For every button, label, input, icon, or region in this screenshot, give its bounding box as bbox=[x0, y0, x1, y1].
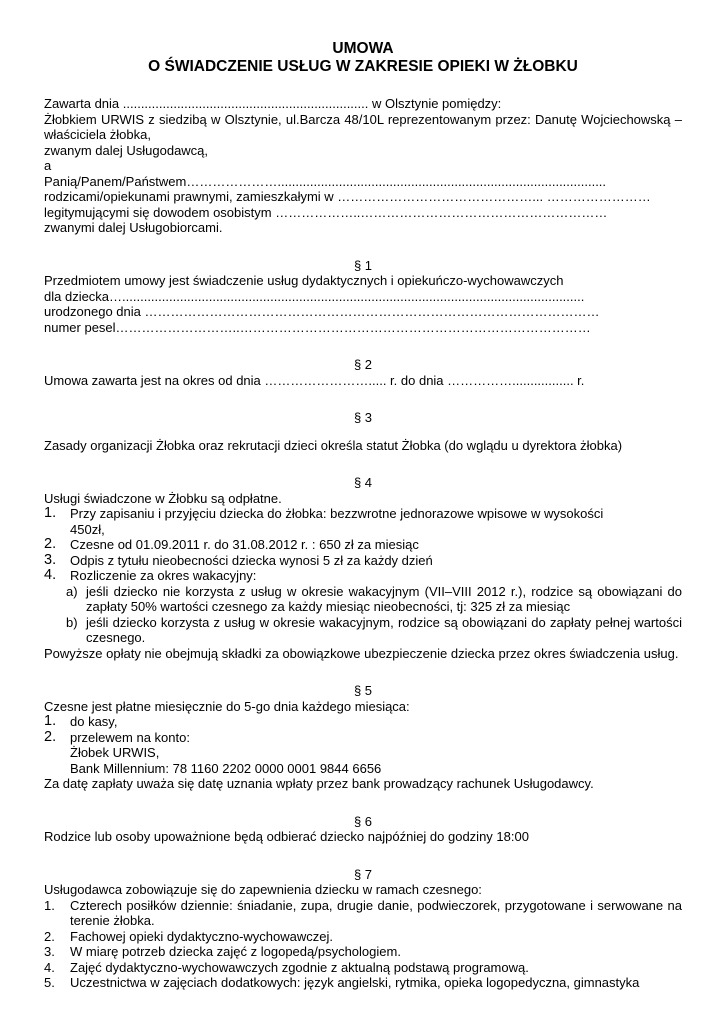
intro-date-line: Zawarta dnia .................................................................... w Olsztynie pomiędzy: bbox=[44, 96, 502, 111]
section-4-heading: § 4 bbox=[353, 475, 373, 490]
section-6-heading: § 6 bbox=[353, 813, 373, 829]
sublist-text: jeśli dziecko korzysta z usług w okresie wakacyjnym, rodzice są obowiązani do zapłaty pełnej wartości czesnego. bbox=[86, 614, 682, 645]
section-1-child-line: dla dziecka…................................................................................................................................ bbox=[44, 288, 585, 304]
list-text: do kasy, bbox=[70, 714, 118, 729]
list-number: 2. bbox=[44, 928, 55, 944]
section-5-heading: § 5 bbox=[353, 683, 373, 698]
list-text: Fachowej opieki dydaktyczno-wychowawczej. bbox=[70, 928, 334, 944]
section-4-subitem bbox=[44, 584, 682, 615]
section-4-item bbox=[44, 553, 682, 569]
list-text: Rozliczenie za okres wakacyjny: bbox=[70, 568, 257, 583]
list-text: przelewem na konto: bbox=[70, 729, 190, 745]
sublist-letter: b) bbox=[66, 614, 78, 630]
intro-client-address-line: rodzicami/opiekunami prawnymi, zamieszkałymi w ………………………………………... …………………… bbox=[44, 189, 651, 204]
list-number: 3. bbox=[44, 551, 57, 568]
list-text: W miarę potrzeb dziecka zajęć z logopedą/psychologiem. bbox=[70, 944, 401, 959]
section-7-item bbox=[44, 944, 682, 960]
section-7-item bbox=[44, 929, 682, 945]
contract-document bbox=[44, 40, 682, 991]
list-text: Czesne od 01.09.2011 r. do 31.08.2012 r. : 650 zł za miesiąc bbox=[70, 537, 419, 552]
section-2-period-line: Umowa zawarta jest na okres od dnia ……………………..... r. do dnia ……………................. r. bbox=[44, 372, 585, 388]
intro-section bbox=[44, 96, 682, 236]
section-4-item bbox=[44, 537, 682, 553]
list-text: Zajęć dydaktyczno-wychowawczych zgodnie z aktualną podstawą programową. bbox=[70, 959, 529, 975]
sublist-text: jeśli dziecko nie korzysta z usług w okresie wakacyjnym (VII–VIII 2012 r.), rodzice są obowiązani do zapłaty 50% wartości czesnego za każdy miesiąc nieobecności, tj: 325 zł za miesiąc bbox=[86, 583, 682, 614]
section-1-heading: § 1 bbox=[353, 257, 373, 273]
list-number: 3. bbox=[44, 944, 55, 959]
intro-client-alias: zwanymi dalej Usługobiorcami. bbox=[44, 220, 223, 235]
list-text: Odpis z tytułu nieobecności dziecka wynosi 5 zł za każdy dzień bbox=[70, 552, 433, 568]
list-text: Czterech posiłków dziennie: śniadanie, zupa, drugie danie, podwieczorek, przygotowane i serwowane na terenie żłobka. bbox=[70, 897, 682, 928]
intro-provider-alias: zwanym dalej Usługodawcą, bbox=[44, 142, 209, 158]
section-6-text: Rodzice lub osoby upoważnione będą odbierać dziecko najpóźniej do godziny 18:00 bbox=[44, 829, 529, 844]
section-4-item-1-continuation: 450zł, bbox=[70, 521, 105, 537]
section-1-pesel-line: numer pesel………………………..……………………………………………………………………… bbox=[44, 319, 591, 335]
document-title-line-2: O ŚWIADCZENIE USŁUG W ZAKRESIE OPIEKI W ŻŁOBKU bbox=[148, 58, 578, 75]
section-5-item bbox=[44, 730, 682, 746]
section-5-item bbox=[44, 714, 682, 730]
list-number: 4. bbox=[44, 959, 55, 975]
section-3-heading: § 3 bbox=[353, 410, 373, 425]
list-text: Uczestnictwa w zajęciach dodatkowych: język angielski, rytmika, opieka logopedyczna, gimnastyka bbox=[70, 975, 640, 990]
intro-client-name-line: Panią/Panem/Państwem…………………........................................................................................... bbox=[44, 173, 607, 189]
list-number: 1. bbox=[44, 713, 57, 729]
list-number: 1. bbox=[44, 505, 57, 521]
sublist-letter: a) bbox=[66, 583, 78, 599]
section-4-intro: Usługi świadczone w Żłobku są odpłatne. bbox=[44, 490, 282, 506]
intro-and: a bbox=[44, 158, 52, 173]
list-number: 1. bbox=[44, 897, 55, 913]
section-7-item bbox=[44, 975, 682, 991]
intro-provider: Żłobkiem URWIS z siedzibą w Olsztynie, ul.Barcza 48/10L reprezentowanym przez: Danutę Wojciechowską – właściciela żłobka, bbox=[44, 111, 682, 142]
section-5-outro: Za datę zapłaty uważa się datę uznania wpłaty przez bank prowadzący rachunek Usługodawcy. bbox=[44, 776, 594, 791]
list-text: Przy zapisaniu i przyjęciu dziecka do żłobka: bezzwrotne jednorazowe wpisowe w wysokości bbox=[70, 506, 604, 521]
list-number: 2. bbox=[44, 728, 57, 745]
document-title-line-1: UMOWA bbox=[332, 40, 394, 57]
section-4-outro: Powyższe opłaty nie obejmują składki za obowiązkowe ubezpieczenie dziecka przez okres świadczenia usług. bbox=[44, 645, 679, 661]
section-5-intro: Czesne jest płatne miesięcznie do 5-go dnia każdego miesiąca: bbox=[44, 698, 410, 714]
section-4-subitem bbox=[44, 615, 682, 646]
section-1-birth-line: urodzonego dnia …………………………………………………………………………………………… bbox=[44, 304, 600, 319]
bank-account-holder: Żłobek URWIS, bbox=[70, 745, 160, 760]
section-7-item bbox=[44, 960, 682, 976]
section-1-subject: Przedmiotem umowy jest świadczenie usług dydaktycznych i opiekuńczo-wychowawczych bbox=[44, 273, 564, 288]
bank-account-number: Bank Millennium: 78 1160 2202 0000 0001 9844 6656 bbox=[70, 760, 382, 776]
section-7-item bbox=[44, 898, 682, 929]
section-4-item bbox=[44, 568, 682, 584]
section-3-text: Zasady organizacji Żłobka oraz rekrutacji dzieci określa statut Żłobka (do wglądu u dyrektora żłobka) bbox=[44, 437, 623, 453]
list-number: 4. bbox=[44, 567, 57, 583]
list-number: 2. bbox=[44, 536, 57, 552]
section-2-heading: § 2 bbox=[353, 357, 373, 372]
intro-client-id-line: legitymującymi się dowodem osobistym ………………..………………………………………………… bbox=[44, 204, 608, 220]
section-4-item bbox=[44, 506, 682, 522]
list-number: 5. bbox=[44, 975, 55, 990]
section-7-intro: Usługodawca zobowiązuje się do zapewnienia dziecku w ramach czesnego: bbox=[44, 882, 482, 897]
section-7-heading: § 7 bbox=[353, 866, 373, 882]
